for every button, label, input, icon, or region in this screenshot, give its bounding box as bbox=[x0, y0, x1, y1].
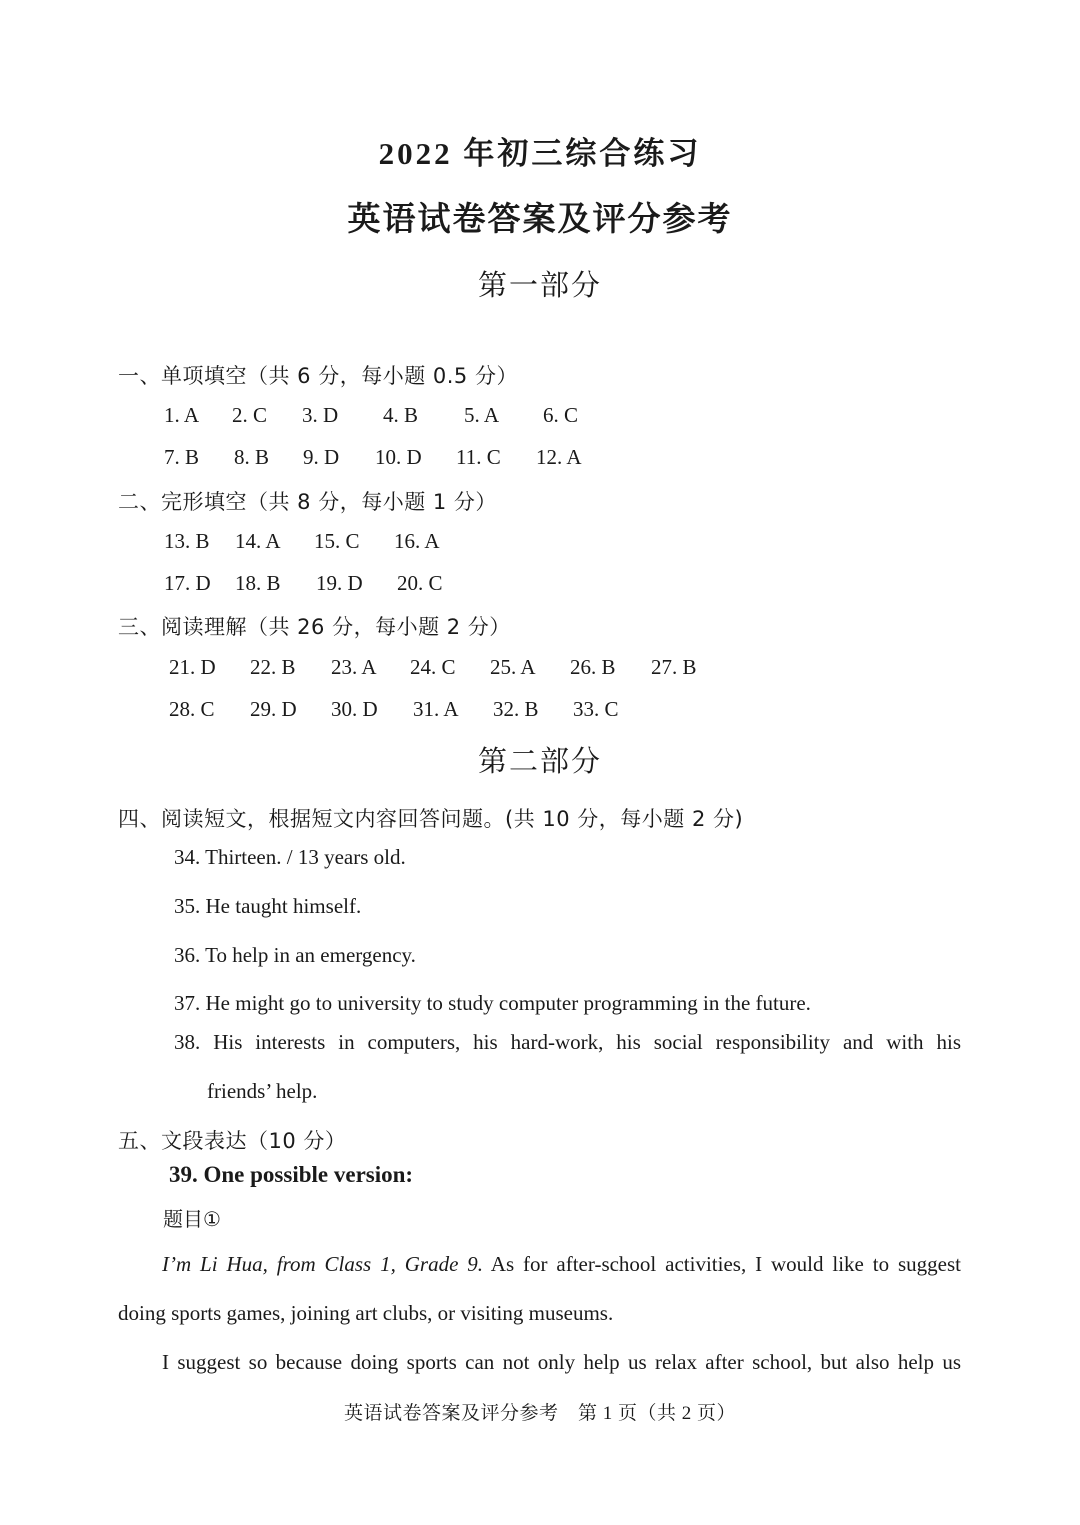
answer-item: 10. D bbox=[375, 445, 422, 469]
answer-item: 22. B bbox=[250, 655, 296, 679]
answer-item: 31. A bbox=[413, 697, 459, 721]
section-3-heading: 三、阅读理解（共 26 分，每小题 2 分） bbox=[118, 615, 511, 639]
answer-item: 16. A bbox=[394, 529, 440, 553]
answer-item: 30. D bbox=[331, 697, 378, 721]
answer-item: 6. C bbox=[543, 403, 579, 427]
answer-item: 12. A bbox=[536, 445, 582, 469]
section-4-heading: 四、阅读短文，根据短文内容回答问题。(共 10 分，每小题 2 分) bbox=[118, 807, 744, 831]
answer-item: 1. A bbox=[164, 403, 200, 427]
answer-36: 36. To help in an emergency. bbox=[174, 943, 416, 967]
page-footer: 英语试卷答案及评分参考 第 1 页（共 2 页） bbox=[343, 1403, 736, 1424]
answer-item: 24. C bbox=[410, 655, 456, 679]
section-2-heading: 二、完形填空（共 8 分，每小题 1 分） bbox=[118, 490, 497, 514]
answer-item: 33. C bbox=[573, 697, 619, 721]
answer-34: 34. Thirteen. / 13 years old. bbox=[174, 845, 406, 869]
answer-item: 8. B bbox=[234, 445, 270, 469]
essay-intro-rest: As for after-school activities, I would like to suggest bbox=[483, 1252, 961, 1276]
answer-item: 19. D bbox=[316, 571, 363, 595]
essay-paragraph-1-line-2: doing sports games, joining art clubs, or visiting museums. bbox=[118, 1301, 614, 1325]
answer-38-line-1: 38. His interests in computers, his hard-work, his social responsibility and with his bbox=[174, 1030, 961, 1054]
answer-item: 26. B bbox=[570, 655, 616, 679]
part-two-heading: 第二部分 bbox=[477, 744, 602, 778]
essay-paragraph-2-line-1: I suggest so because doing sports can not only help us relax after school, but also help us bbox=[162, 1350, 961, 1374]
answer-item: 15. C bbox=[314, 529, 360, 553]
answer-item: 17. D bbox=[164, 571, 211, 595]
topic-label: 题目① bbox=[163, 1207, 221, 1231]
answer-item: 29. D bbox=[250, 697, 297, 721]
answer-item: 3. D bbox=[302, 403, 339, 427]
part-one-heading: 第一部分 bbox=[477, 268, 602, 302]
essay-paragraph-1-line-1 bbox=[162, 1252, 961, 1277]
answer-item: 13. B bbox=[164, 529, 210, 553]
answer-item: 28. C bbox=[169, 697, 215, 721]
answer-item: 20. C bbox=[397, 571, 443, 595]
answer-item: 32. B bbox=[493, 697, 539, 721]
answer-37: 37. He might go to university to study computer programming in the future. bbox=[174, 991, 811, 1015]
essay-intro-italic: I’m Li Hua, from Class 1, Grade 9. bbox=[162, 1252, 484, 1276]
answer-item: 27. B bbox=[651, 655, 697, 679]
answer-item: 23. A bbox=[331, 655, 377, 679]
possible-version-label: 39. One possible version: bbox=[169, 1162, 414, 1187]
answer-item: 21. D bbox=[169, 655, 216, 679]
answer-item: 25. A bbox=[490, 655, 536, 679]
document-title: 2022 年初三综合练习 bbox=[378, 136, 702, 171]
answer-item: 2. C bbox=[232, 403, 268, 427]
section-1-heading: 一、单项填空（共 6 分，每小题 0.5 分） bbox=[118, 364, 518, 388]
document-subtitle: 英语试卷答案及评分参考 bbox=[347, 202, 733, 238]
answer-38-line-2: friends’ help. bbox=[207, 1079, 318, 1103]
answer-item: 18. B bbox=[235, 571, 281, 595]
section-5-heading: 五、文段表达（10 分） bbox=[118, 1129, 347, 1153]
answer-item: 4. B bbox=[383, 403, 419, 427]
answer-35: 35. He taught himself. bbox=[174, 894, 362, 918]
answer-item: 7. B bbox=[164, 445, 200, 469]
answer-item: 11. C bbox=[456, 445, 501, 469]
answer-item: 5. A bbox=[464, 403, 500, 427]
answer-item: 14. A bbox=[235, 529, 281, 553]
answer-item: 9. D bbox=[303, 445, 340, 469]
